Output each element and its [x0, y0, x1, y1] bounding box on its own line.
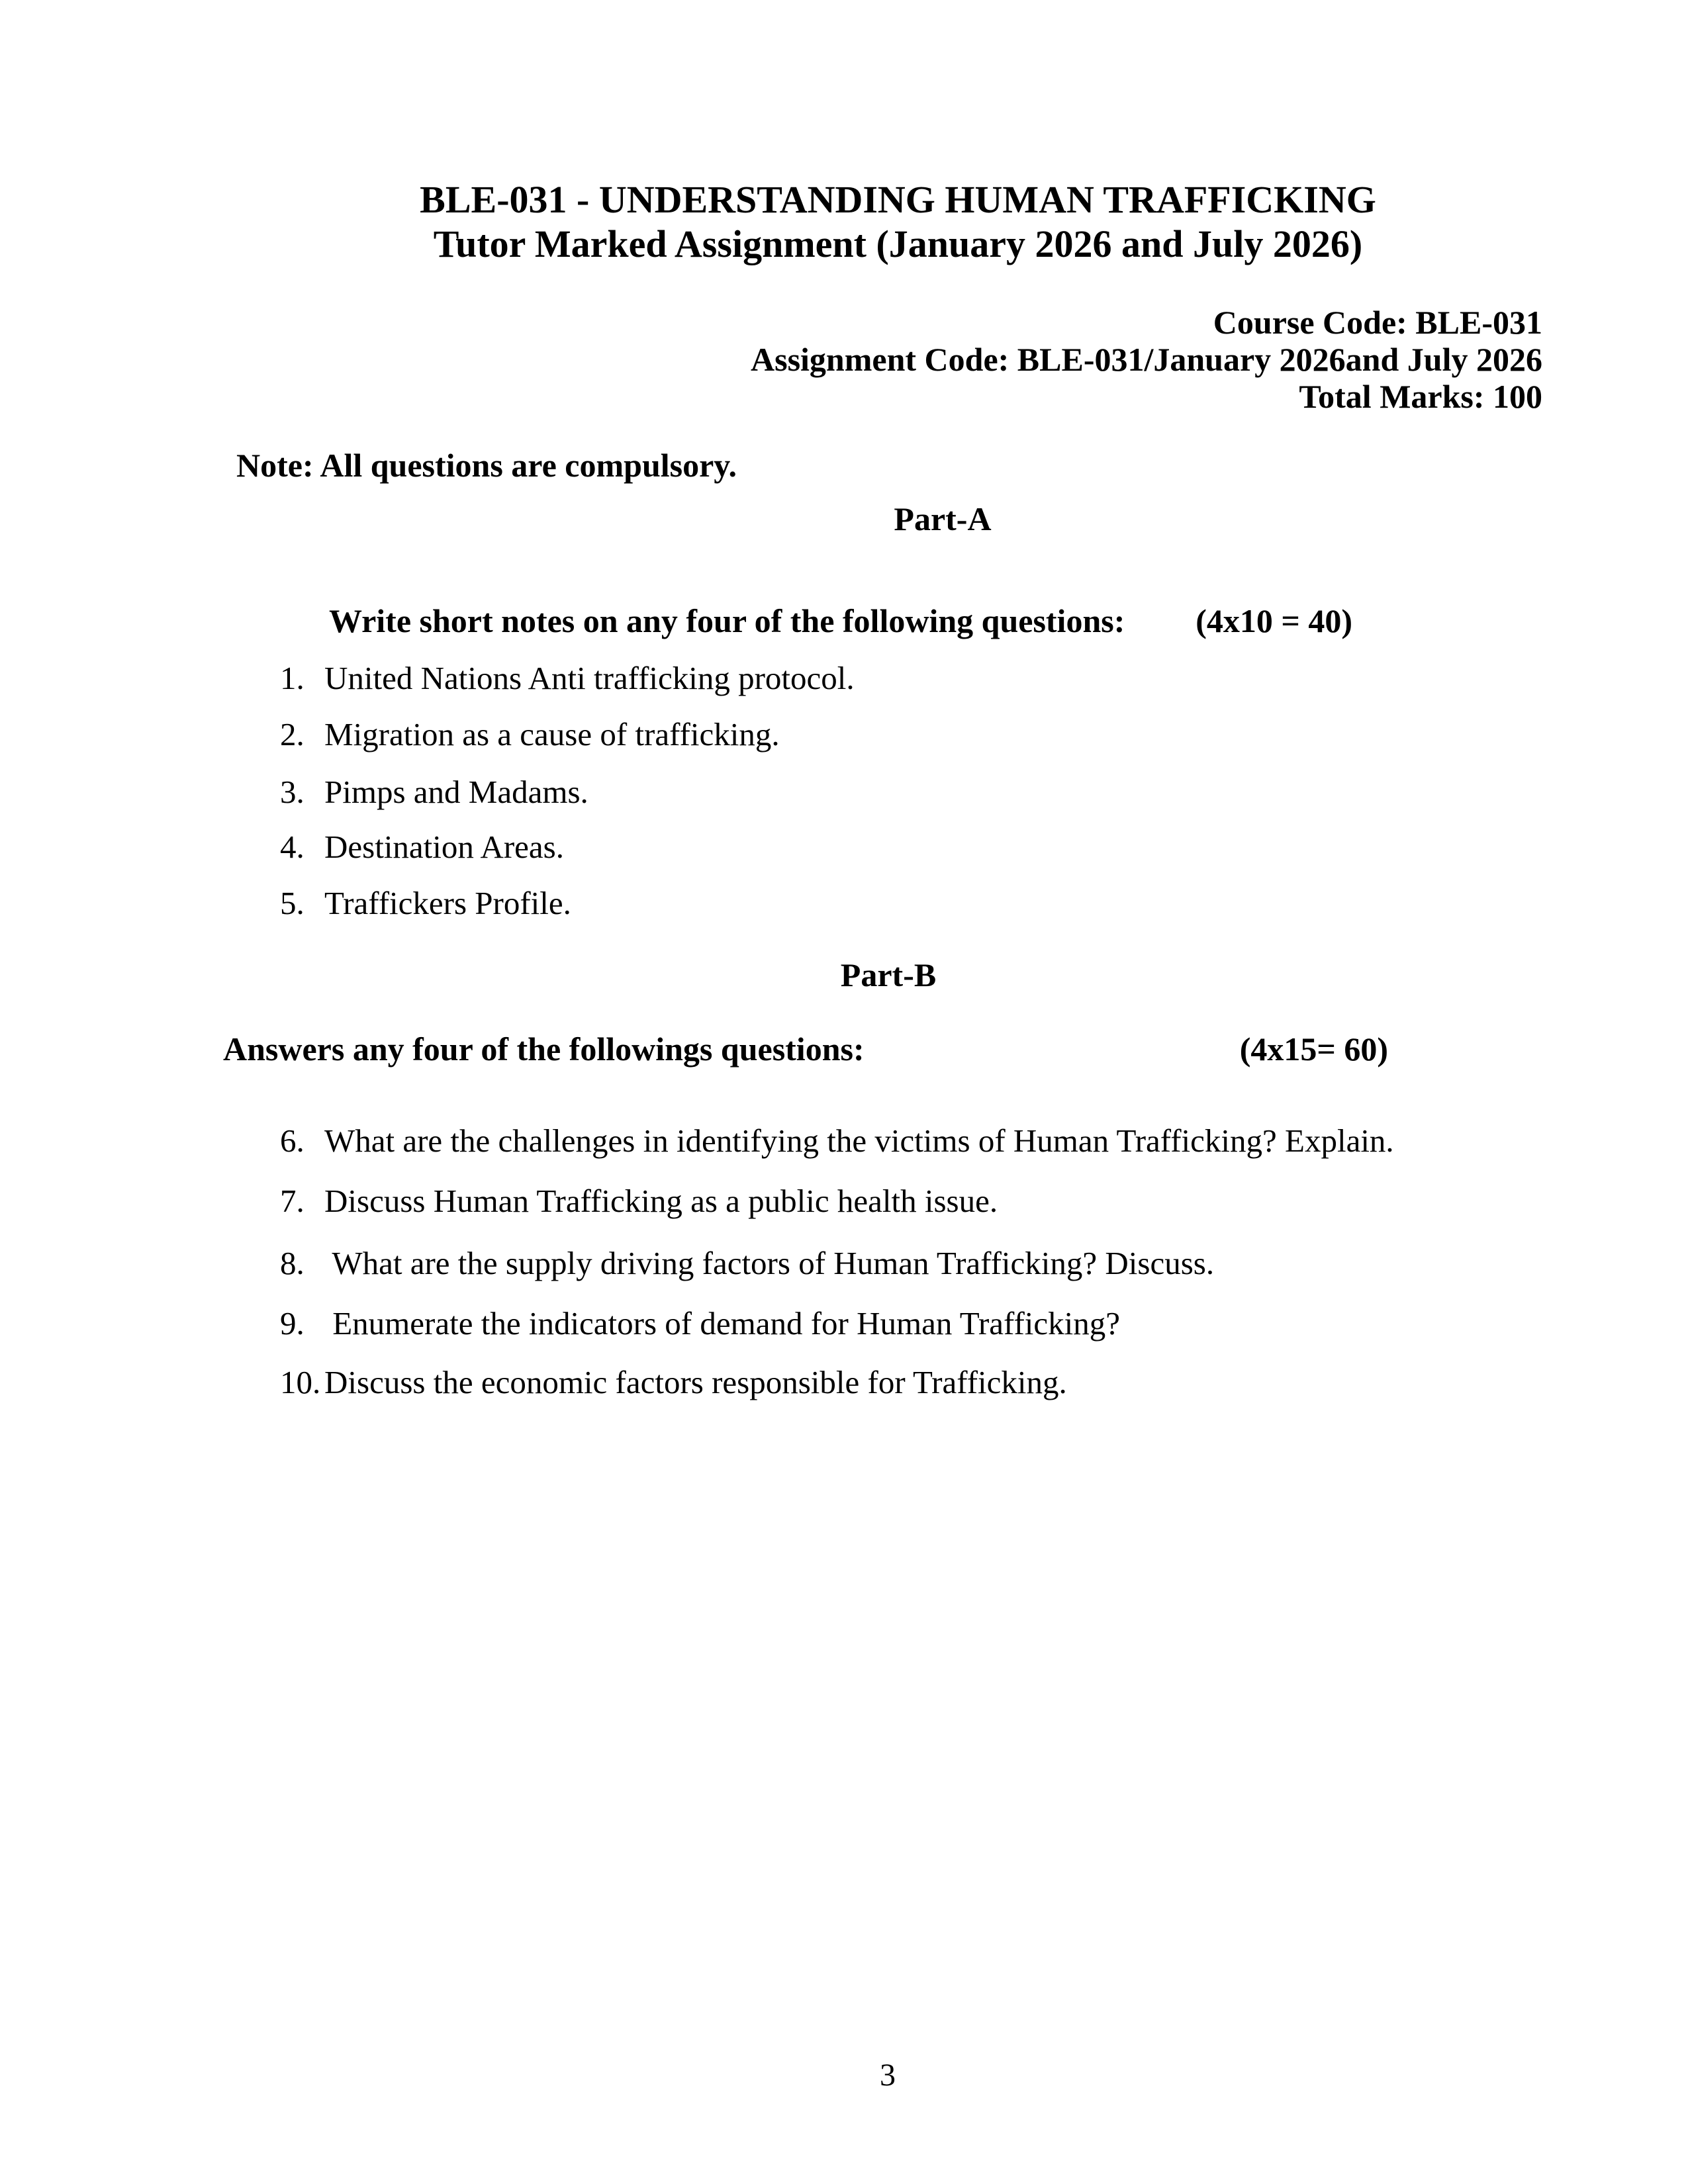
title-line-1: BLE-031 - UNDERSTANDING HUMAN TRAFFICKING	[420, 178, 1376, 221]
question-number: 8.	[280, 1245, 305, 1281]
question-row	[280, 884, 571, 922]
question-number: 9.	[280, 1305, 305, 1342]
question-row	[280, 1244, 1214, 1282]
question-row	[280, 773, 588, 811]
question-row	[280, 659, 855, 697]
question-number: 2.	[280, 716, 305, 752]
part-b-instruction: Answers any four of the followings questions:	[223, 1030, 865, 1068]
question-text: Pimps and Madams.	[324, 774, 588, 810]
total-marks: Total Marks: 100	[1299, 378, 1542, 415]
question-row	[280, 1182, 998, 1220]
part-b-marks: (4x15= 60)	[1239, 1030, 1388, 1068]
question-row	[280, 715, 780, 753]
page-number: 3	[880, 2058, 896, 2093]
document-title	[238, 177, 1558, 266]
question-number: 7.	[280, 1183, 305, 1219]
question-number: 1.	[280, 660, 305, 696]
question-text: Traffickers Profile.	[324, 885, 571, 921]
question-row	[280, 1363, 1067, 1401]
question-number: 3.	[280, 774, 305, 810]
question-number: 5.	[280, 885, 305, 921]
question-row	[280, 828, 564, 866]
part-b-heading: Part-B	[840, 956, 937, 993]
question-text: Discuss the economic factors responsible for Trafficking.	[324, 1364, 1067, 1400]
question-number: 10.	[280, 1364, 321, 1400]
compulsory-note: Note: All questions are compulsory.	[236, 447, 737, 484]
title-line-2: Tutor Marked Assignment (January 2026 and July 2026)	[433, 222, 1363, 265]
question-row	[280, 1304, 1120, 1342]
question-text: What are the supply driving factors of Human Trafficking? Discuss.	[324, 1245, 1215, 1281]
assignment-code: Assignment Code: BLE-031/January 2026and July 2026	[751, 341, 1542, 378]
assignment-meta	[751, 304, 1542, 415]
part-a-marks: (4x10 = 40)	[1196, 602, 1352, 639]
question-text: Enumerate the indicators of demand for Human Trafficking?	[324, 1305, 1120, 1342]
question-text: Destination Areas.	[324, 829, 564, 865]
part-a-instruction: Write short notes on any four of the following questions:	[329, 602, 1125, 639]
part-a-heading: Part-A	[894, 500, 992, 537]
question-text: Migration as a cause of trafficking.	[324, 716, 780, 752]
question-text: Discuss Human Trafficking as a public health issue.	[324, 1183, 998, 1219]
question-text: United Nations Anti trafficking protocol.	[324, 660, 855, 696]
question-text: What are the challenges in identifying the victims of Human Trafficking? Explain.	[324, 1122, 1394, 1159]
question-number: 4.	[280, 829, 305, 865]
course-code: Course Code: BLE-031	[1213, 304, 1542, 341]
question-row	[280, 1122, 1394, 1160]
question-number: 6.	[280, 1122, 305, 1159]
